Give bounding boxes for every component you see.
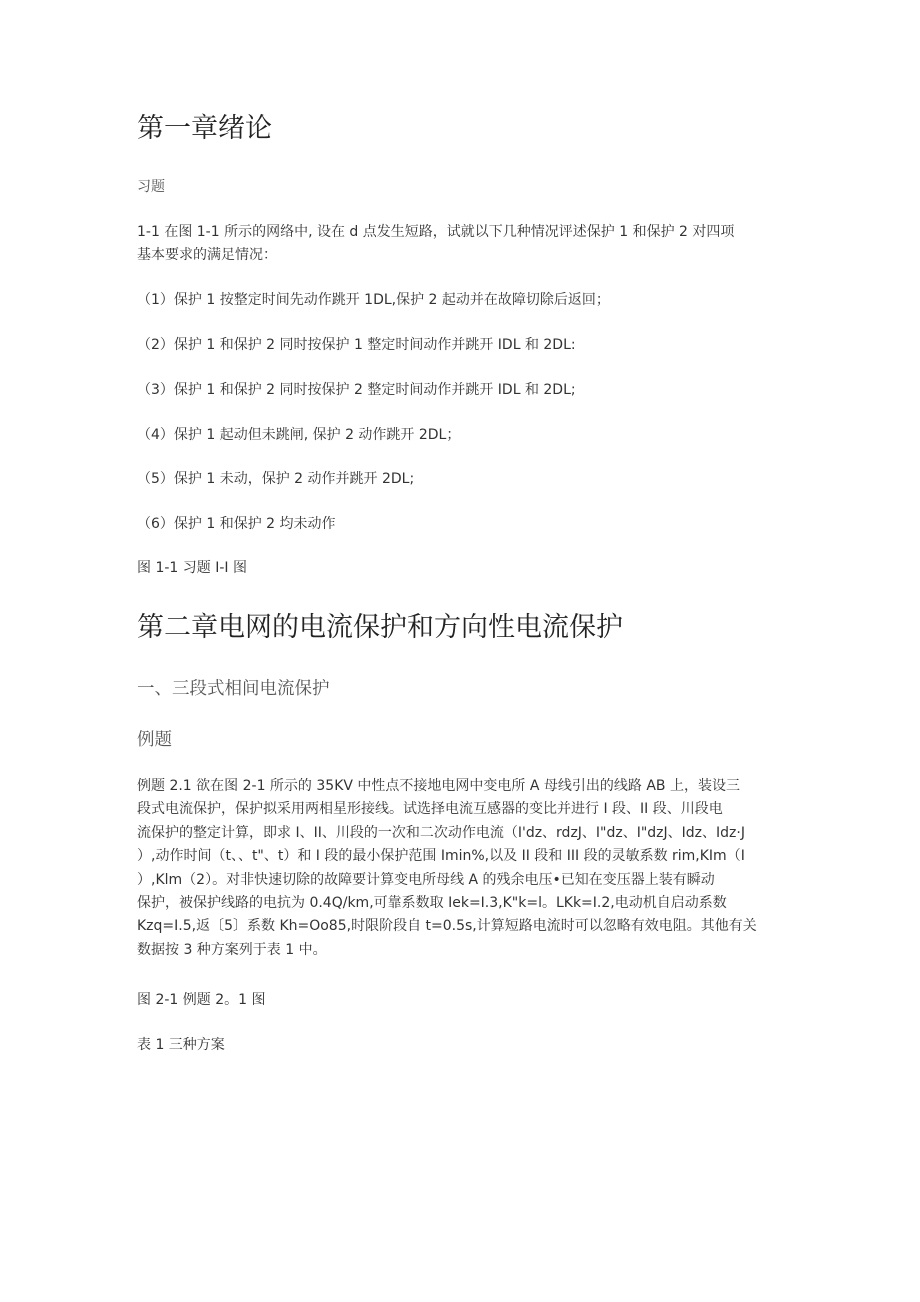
figure-2-1-caption: 图 2-1 例题 2。1 图 xyxy=(137,992,266,1008)
table-1-caption: 表 1 三种方案 xyxy=(137,1037,225,1053)
case-item-2: （2）保护 1 和保护 2 同时按保护 1 整定时间动作并跳开 IDL 和 2DL: xyxy=(137,337,576,353)
example-2-1-line: ）,Klm（2）。对非快速切除的故障要计算变电所母线 A 的残余电压•已知在变压器上装有瞬动 xyxy=(137,871,715,888)
example-2-1-line: 保护，被保护线路的电抗为 0.4Q/km,可靠系数取 Iek=I.3,K"k=l。LKk=I.2,电动机自启动系数 xyxy=(137,895,727,912)
example-2-1-line: 流保护的整定计算，即求 I、II、川段的一次和二次动作电流（I'dz、rdzJ、I"dz、I"dzJ、Idz、Idz·J xyxy=(137,824,745,841)
case-item-5: （5）保护 1 未动，保护 2 动作并跳开 2DL; xyxy=(137,471,415,487)
example-2-1-line: 段式电流保护，保护拟采用两相星形接线。试选择电流互感器的变比并进行 I 段、II 段、川段电 xyxy=(137,801,723,818)
example-2-1-line: 数据按 3 种方案列于表 1 中。 xyxy=(137,941,327,958)
case-item-4: （4）保护 1 起动但未跳闸, 保护 2 动作跳开 2DL； xyxy=(137,427,461,443)
example-2-1-line: 例题 2.1 欲在图 2-1 所示的 35KV 中性点不接地电网中变电所 A 母线引出的线路 AB 上，装设三 xyxy=(137,778,740,794)
exercise-heading: 习题 xyxy=(137,179,165,195)
problem-1-1-line-1: 1-1 在图 1-1 所示的网络中, 设在 d 点发生短路，试就以下几种情况评述保护 1 和保护 2 对四项 xyxy=(137,224,735,240)
figure-1-1-caption: 图 1-1 习题 I-I 图 xyxy=(137,560,247,576)
example-2-1-line: ）,动作时间（t、、t"、t）和 I 段的最小保护范围 Imin%,以及 II 段和 III 段的灵敏系数 rim,KIm（I xyxy=(137,848,745,865)
example-2-1-line: Kzq=I.5,返〔5〕系数 Kh=Oo85,时限阶段自 t=0.5s,计算短路电流时可以忽略有效电阻。其他有关 xyxy=(137,918,757,935)
case-item-3: （3）保护 1 和保护 2 同时按保护 2 整定时间动作并跳开 IDL 和 2DL; xyxy=(137,382,576,398)
case-item-6: （6）保护 1 和保护 2 均未动作 xyxy=(137,516,336,532)
problem-1-1-line-2: 基本要求的满足情况： xyxy=(137,247,277,263)
chapter-2-title: 第二章电网的电流保护和方向性电流保护 xyxy=(137,612,623,643)
chapter-1-title: 第一章绪论 xyxy=(137,113,272,144)
section-heading-three-stage: 一、三段式相间电流保护 xyxy=(137,679,330,699)
example-2-1-paragraph xyxy=(137,775,777,962)
case-item-1: （1）保护 1 按整定时间先动作跳开 1DL,保护 2 起动并在故障切除后返回； xyxy=(137,292,610,308)
example-heading: 例题 xyxy=(137,730,172,750)
